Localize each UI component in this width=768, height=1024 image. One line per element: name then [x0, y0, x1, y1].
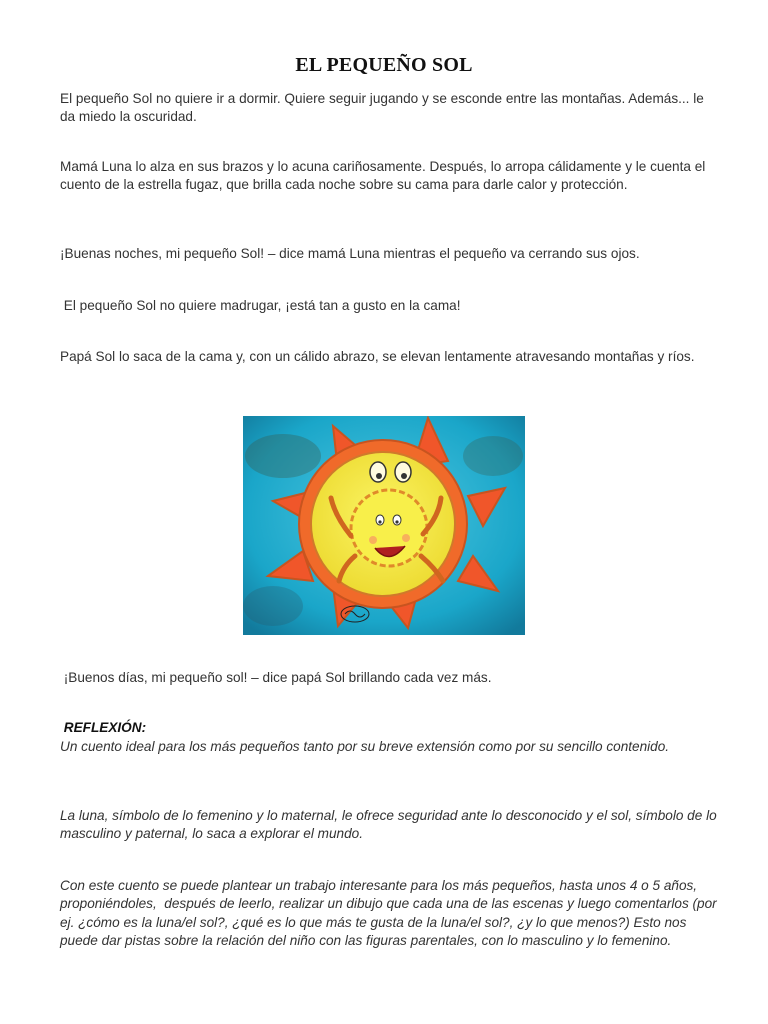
reflection-paragraph-1: Un cuento ideal para los más pequeños tanto por su breve extensión como por su sencillo contenido.: [60, 739, 670, 754]
story-paragraph-3: ¡Buenas noches, mi pequeño Sol! – dice mamá Luna mientras el pequeño va cerrando sus ojos.: [60, 246, 640, 261]
reflection-paragraph-3: Con este cuento se puede plantear un trabajo interesante para los más pequeños, hasta unos 4 o 5 años, proponiéndoles, después de leerlo, realizar un dibujo que cada una de las escenas y luego comentarlos (por ej. ¿cómo es la luna/el sol?, ¿qué es lo que más te gusta de la luna/el sol?, ¿y lo que menos?) Esto nos puede dar pistas sobre la relación del niño con las figuras parentales, con lo masculino y lo femenino.: [60, 878, 721, 949]
reflection-paragraph-2: La luna, símbolo de lo femenino y lo maternal, le ofrece seguridad ante lo desconocido y el sol, símbolo de lo masculino y paternal, lo saca a explorar el mundo.: [60, 808, 717, 842]
sun-drawing-icon: [243, 416, 525, 635]
story-paragraph-2: Mamá Luna lo alza en sus brazos y lo acuna cariñosamente. Después, lo arropa cálidamente y le cuenta el cuento de la estrella fugaz, que brilla cada noche sobre su cama para darle calor y protección.: [60, 159, 706, 193]
reflection-heading: REFLEXIÓN:: [60, 720, 147, 735]
story-paragraph-6: ¡Buenos días, mi pequeño sol! – dice papá Sol brillando cada vez más.: [60, 670, 492, 685]
sun-illustration: [243, 416, 525, 635]
story-paragraph-4: El pequeño Sol no quiere madrugar, ¡está tan a gusto en la cama!: [60, 298, 461, 313]
story-paragraph-5: Papá Sol lo saca de la cama y, con un cálido abrazo, se elevan lentamente atravesando montañas y ríos.: [60, 349, 695, 364]
story-paragraph-1: El pequeño Sol no quiere ir a dormir. Quiere seguir jugando y se esconde entre las montañas. Además... le da miedo la oscuridad.: [60, 91, 704, 125]
page-title: EL PEQUEÑO SOL: [295, 54, 473, 76]
small-sun: [351, 490, 427, 566]
